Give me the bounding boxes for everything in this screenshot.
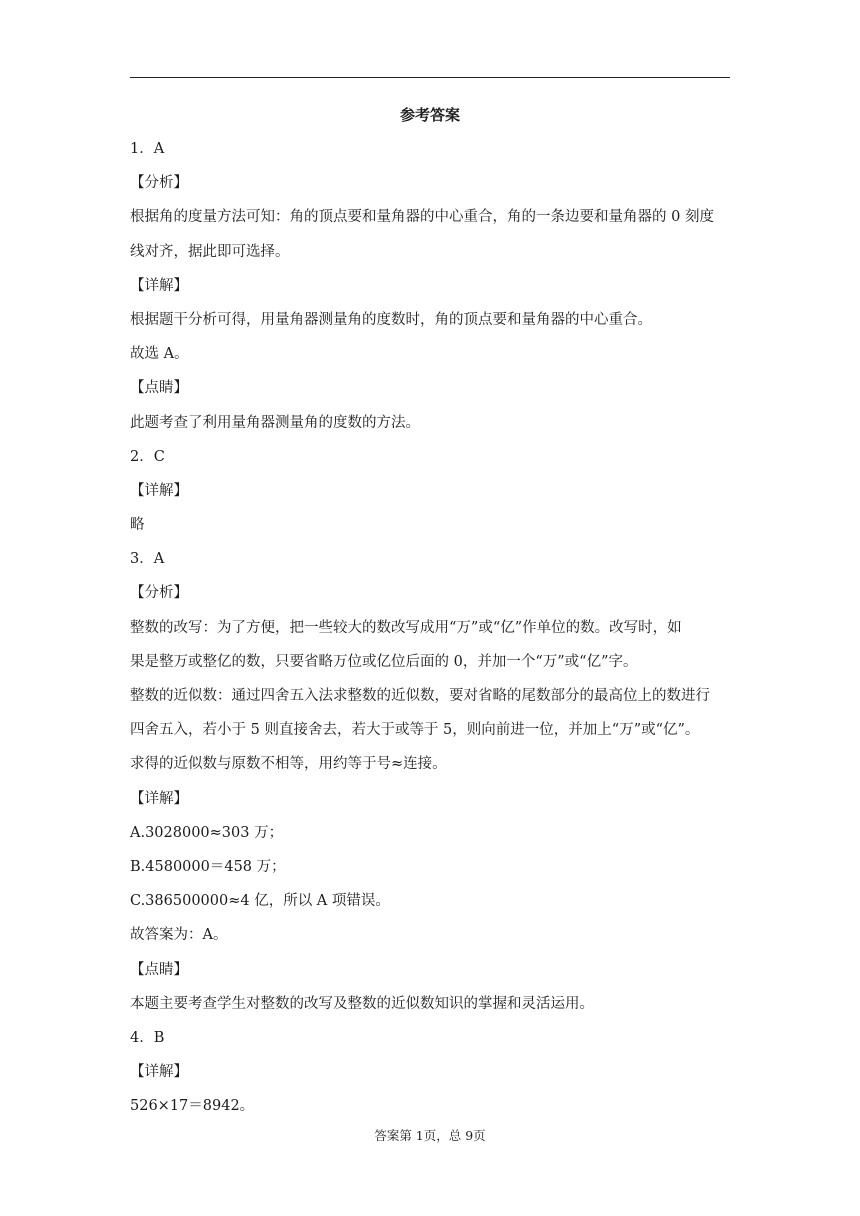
answer-line: 1．A (130, 141, 165, 157)
header-rule (130, 77, 730, 78)
answer-line: 【详解】 (130, 482, 188, 499)
answer-line: 此题考查了利用量角器测量角的度数的方法。 (130, 414, 420, 431)
answer-line: 4．B (130, 1029, 165, 1046)
answer-line: 本题主要考查学生对整数的改写及整数的近似数知识的掌握和灵活运用。 (130, 995, 594, 1012)
answer-line: A.3028000≈303 万； (130, 824, 284, 841)
answer-line: 果是整万或整亿的数，只要省略万位或亿位后面的 0，并加一个“万”或“亿”字。 (130, 653, 638, 670)
answer-line: 根据题干分析可得，用量角器测量角的度数时，角的顶点要和量角器的中心重合。 (130, 311, 652, 328)
answer-line: 【详解】 (130, 790, 188, 807)
answer-line: 故选 A。 (130, 346, 189, 363)
answer-line: 整数的近似数：通过四舍五入法求整数的近似数，要对省略的尾数部分的最高位上的数进行 (130, 688, 710, 704)
answer-line: 【详解】 (130, 277, 188, 294)
answer-line: 略 (130, 517, 145, 534)
answer-line: 2．C (130, 448, 165, 465)
answer-line: 526×17＝8942。 (130, 1098, 255, 1115)
answer-line: 整数的改写：为了方便，把一些较大的数改写成用“万”或“亿”作单位的数。改写时，如 (130, 619, 682, 636)
answer-line: B.4580000＝458 万； (130, 858, 286, 875)
answer-line: 【分析】 (130, 585, 188, 602)
answer-content (130, 132, 740, 1123)
page-title: 参考答案 (399, 106, 460, 124)
answer-line: 【分析】 (130, 175, 188, 192)
answer-line: 故答案为：A。 (130, 927, 228, 944)
answer-line: 线对齐，据此即可选择。 (130, 243, 290, 260)
answer-line: 【点睛】 (130, 380, 188, 397)
answer-line: 3．A (130, 551, 165, 568)
answer-line: 求得的近似数与原数不相等，用约等于号≈连接。 (130, 756, 447, 773)
answer-line: 【点睛】 (130, 961, 188, 978)
answer-line: 根据角的度量方法可知：角的顶点要和量角器的中心重合，角的一条边要和量角器的 0 刻度 (130, 209, 714, 226)
page-footer: 答案第 1页，总 9页 (374, 1128, 486, 1143)
answer-line: C.386500000≈4 亿，所以 A 项错误。 (130, 893, 390, 910)
answer-line: 【详解】 (130, 1064, 188, 1081)
answer-line: 四舍五入，若小于 5 则直接舍去，若大于或等于 5，则向前进一位，并加上“万”或“亿”。 (130, 722, 700, 739)
